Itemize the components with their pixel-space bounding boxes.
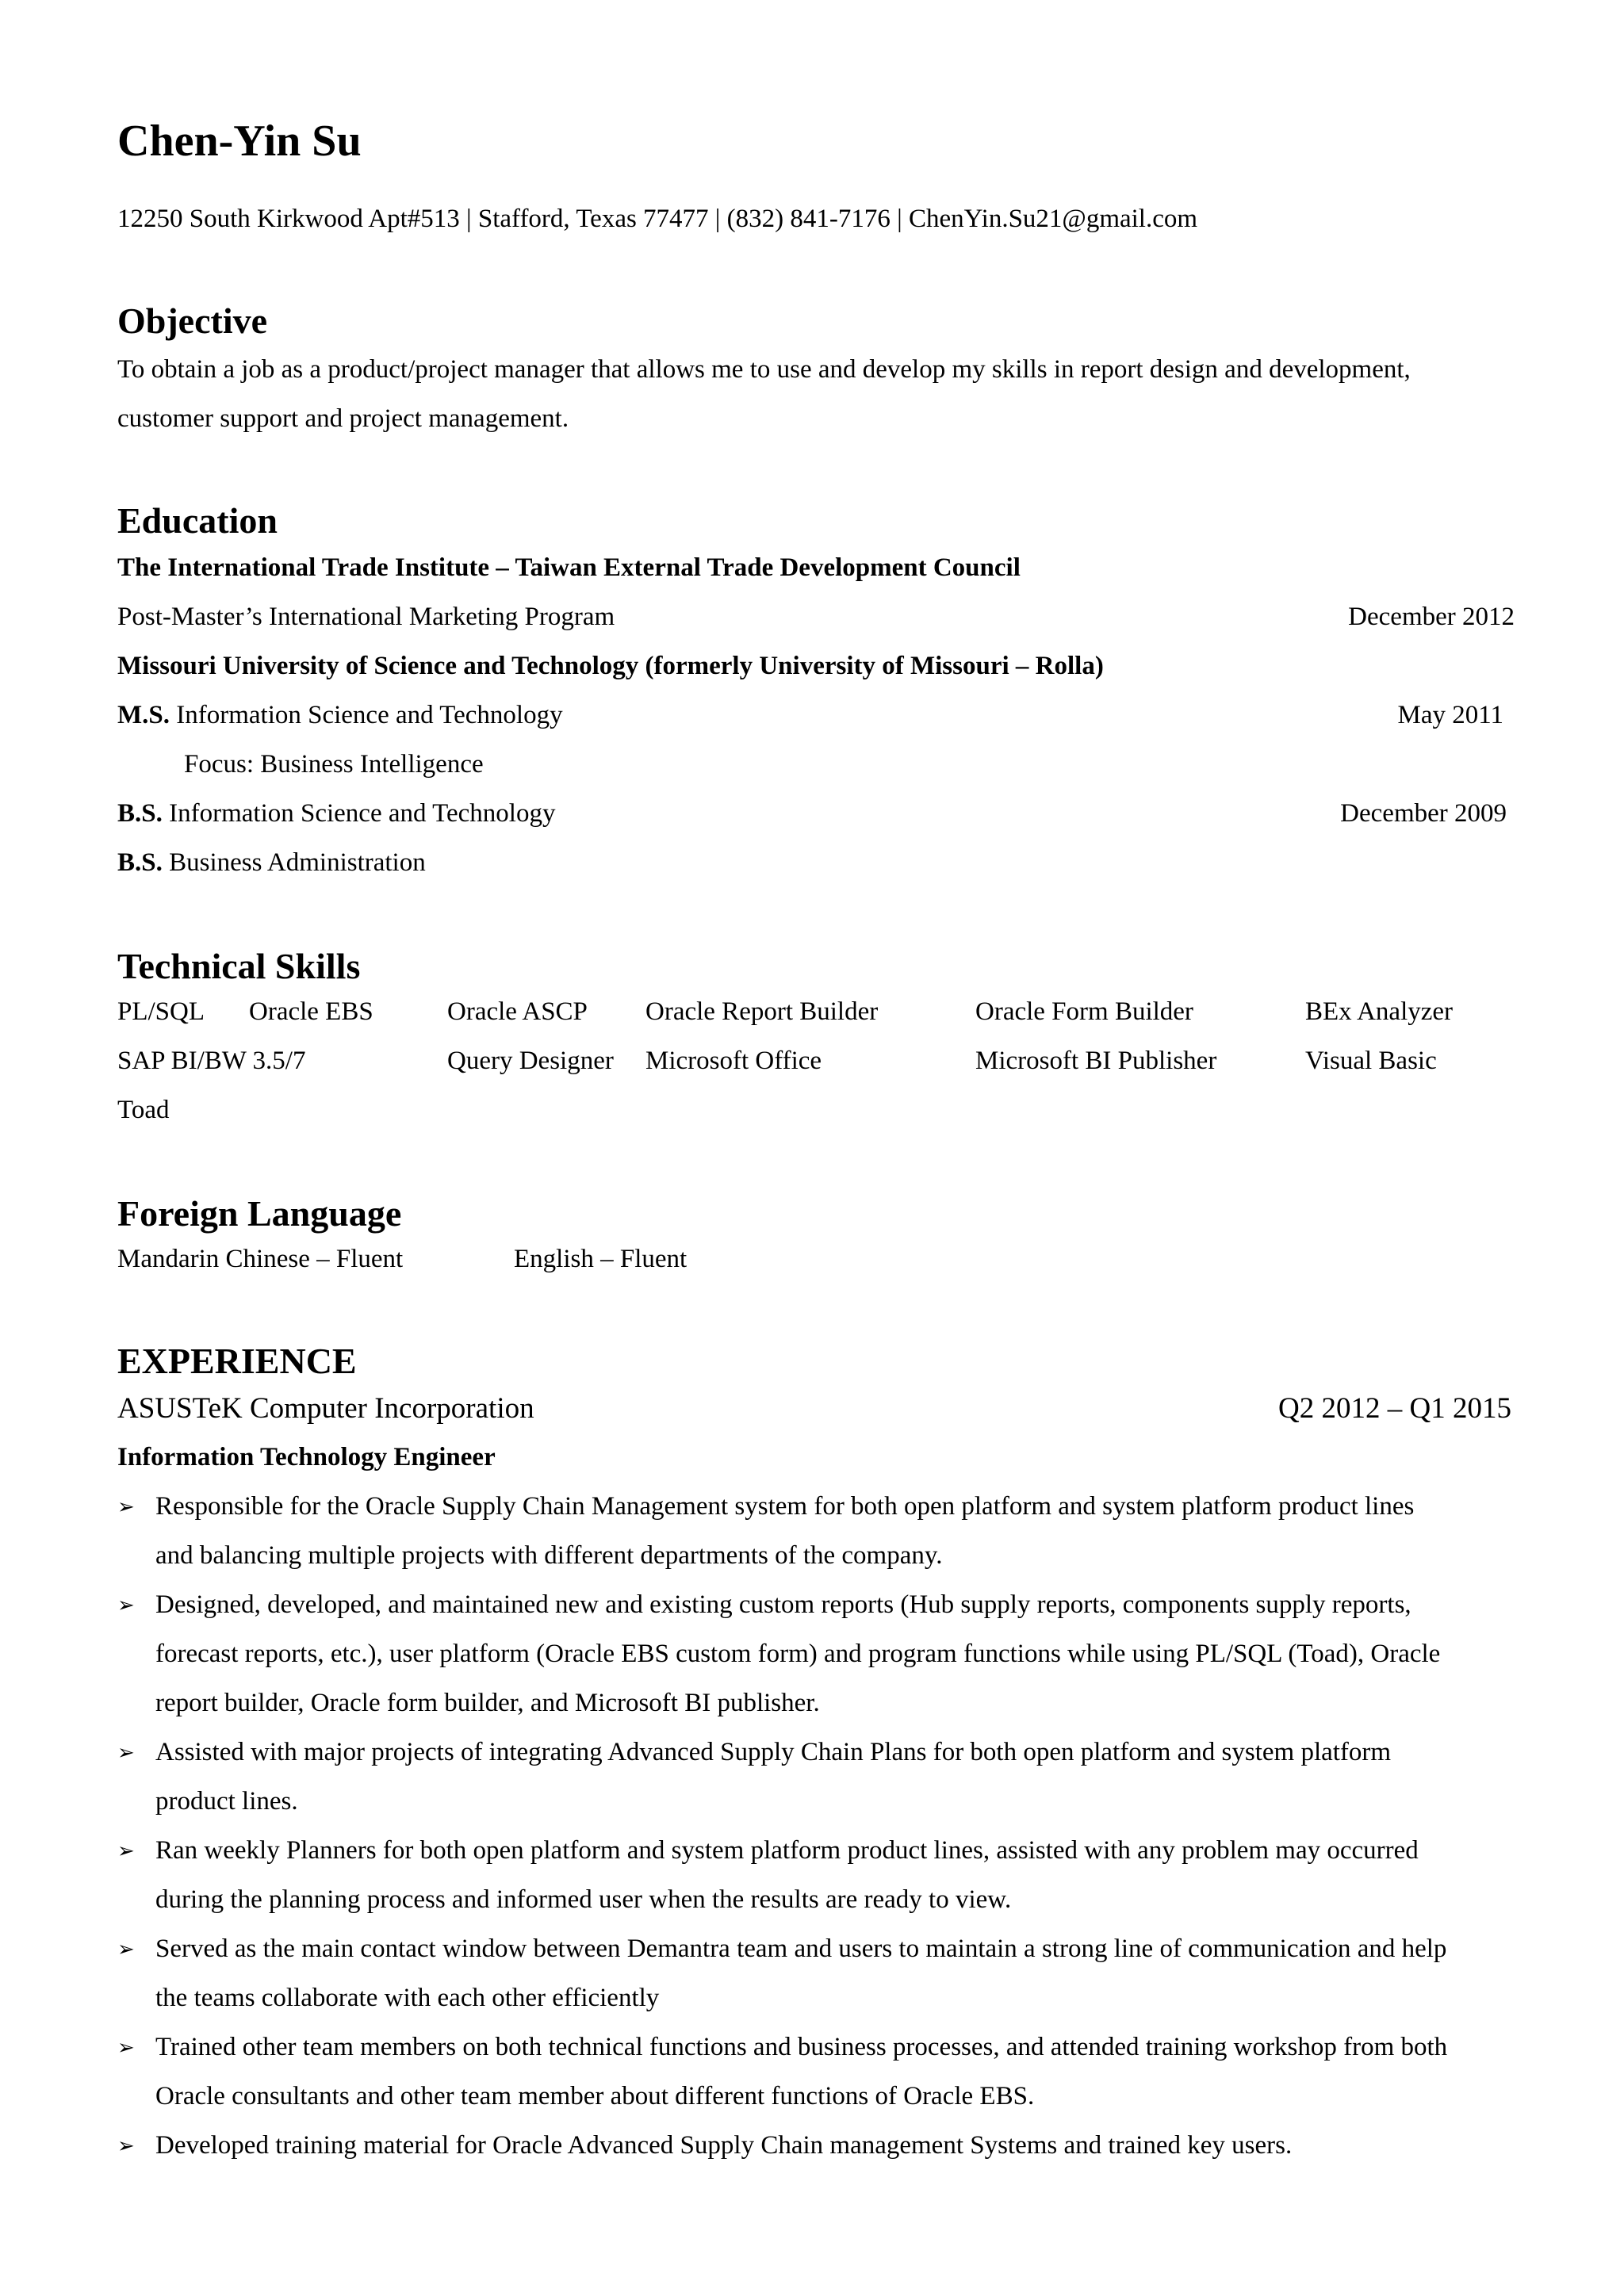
bullet-arrow-icon: ➢ [117,1839,135,1862]
skill-item: Query Designer [447,1047,614,1075]
experience-company: ASUSTeK Computer Incorporation [117,1392,534,1425]
experience-bullet-line: Oracle consultants and other team member about different functions of Oracle EBS. [155,2082,1035,2110]
skill-item: BEx Analyzer [1305,997,1454,1026]
skill-item: Oracle Report Builder [645,997,879,1026]
experience-bullet-line: the teams collaborate with each other efficiently [155,1984,660,2012]
skill-item: Microsoft Office [645,1047,822,1075]
education-ms [117,702,563,729]
education-heading: Education [117,500,278,541]
skill-item: Oracle EBS [249,997,373,1026]
experience-bullet-line: and balancing multiple projects with different departments of the company. [155,1541,943,1570]
experience-bullet-line: Developed training material for Oracle Advanced Supply Chain management Systems and trained key users. [155,2131,1293,2160]
education-ms-date: May 2011 [1397,701,1503,729]
language-item: Mandarin Chinese – Fluent [117,1245,404,1273]
skill-item: Microsoft BI Publisher [975,1047,1217,1075]
objective-line-2: customer support and project management. [117,404,569,433]
education-ms-focus: Focus: Business Intelligence [184,750,484,779]
experience-heading: EXPERIENCE [117,1341,357,1381]
education-ms-abbr: M.S. [117,701,170,729]
education-bs-1 [117,801,555,827]
skill-item: Visual Basic [1305,1047,1437,1075]
education-bs-2 [117,850,426,876]
objective-line-1: To obtain a job as a product/project manager that allows me to use and develop my skills in report design and development, [117,355,1411,384]
experience-title: Information Technology Engineer [117,1443,496,1471]
education-bs-2-abbr: B.S. [117,848,163,877]
experience-bullet-line: product lines. [155,1787,298,1816]
education-school-2: Missouri University of Science and Technology (formerly University of Missouri – Rolla) [117,652,1104,680]
bullet-arrow-icon: ➢ [117,1938,135,1961]
skill-item: Oracle Form Builder [975,997,1193,1026]
bullet-arrow-icon: ➢ [117,1741,135,1764]
contact-line: 12250 South Kirkwood Apt#513 | Stafford, Texas 77477 | (832) 841-7176 | ChenYin.Su21@gmail.com [117,205,1198,233]
languages-heading: Foreign Language [117,1193,402,1234]
education-bs-1-abbr: B.S. [117,799,163,828]
candidate-name: Chen-Yin Su [117,117,362,166]
bullet-arrow-icon: ➢ [117,1495,135,1518]
skill-item: PL/SQL [117,997,205,1026]
education-bs-1-date: December 2009 [1340,799,1507,828]
experience-bullet-line: Ran weekly Planners for both open platform and system platform product lines, assisted with any problem may occurred [155,1836,1419,1865]
experience-bullet-line: forecast reports, etc.), user platform (Oracle EBS custom form) and program functions while using PL/SQL (Toad), Oracle [155,1640,1441,1668]
experience-bullet-line: report builder, Oracle form builder, and Microsoft BI publisher. [155,1689,820,1717]
education-school-1: The International Trade Institute – Taiwan External Trade Development Council [117,553,1021,582]
bullet-arrow-icon: ➢ [117,2134,135,2157]
education-program-1: Post-Master’s International Marketing Program [117,603,615,631]
bullet-arrow-icon: ➢ [117,1594,135,1617]
experience-bullet-line: Served as the main contact window between Demantra team and users to maintain a strong line of communication and help [155,1934,1447,1963]
skill-item: Toad [117,1096,170,1124]
education-program-1-date: December 2012 [1348,603,1515,631]
experience-bullet-line: Trained other team members on both technical functions and business processes, and attended training workshop from both [155,2033,1448,2061]
experience-period: Q2 2012 – Q1 2015 [1278,1392,1511,1425]
language-item: English – Fluent [514,1245,688,1273]
education-bs-1-field: Information Science and Technology [162,799,556,828]
experience-bullet-line: Assisted with major projects of integrating Advanced Supply Chain Plans for both open platform and system platform [155,1738,1392,1766]
skill-item: SAP BI/BW 3.5/7 [117,1047,306,1075]
experience-bullet-line: during the planning process and informed user when the results are ready to view. [155,1885,1012,1914]
experience-bullet-line: Responsible for the Oracle Supply Chain Management system for both open platform and system platform product lines [155,1492,1415,1521]
skills-heading: Technical Skills [117,946,361,986]
experience-bullet-line: Designed, developed, and maintained new and existing custom reports (Hub supply reports, components supply reports, [155,1590,1411,1619]
bullet-arrow-icon: ➢ [117,2036,135,2059]
skill-item: Oracle ASCP [447,997,588,1026]
education-bs-2-field: Business Administration [162,848,426,877]
education-ms-field: Information Science and Technology [170,701,563,729]
objective-heading: Objective [117,300,268,341]
